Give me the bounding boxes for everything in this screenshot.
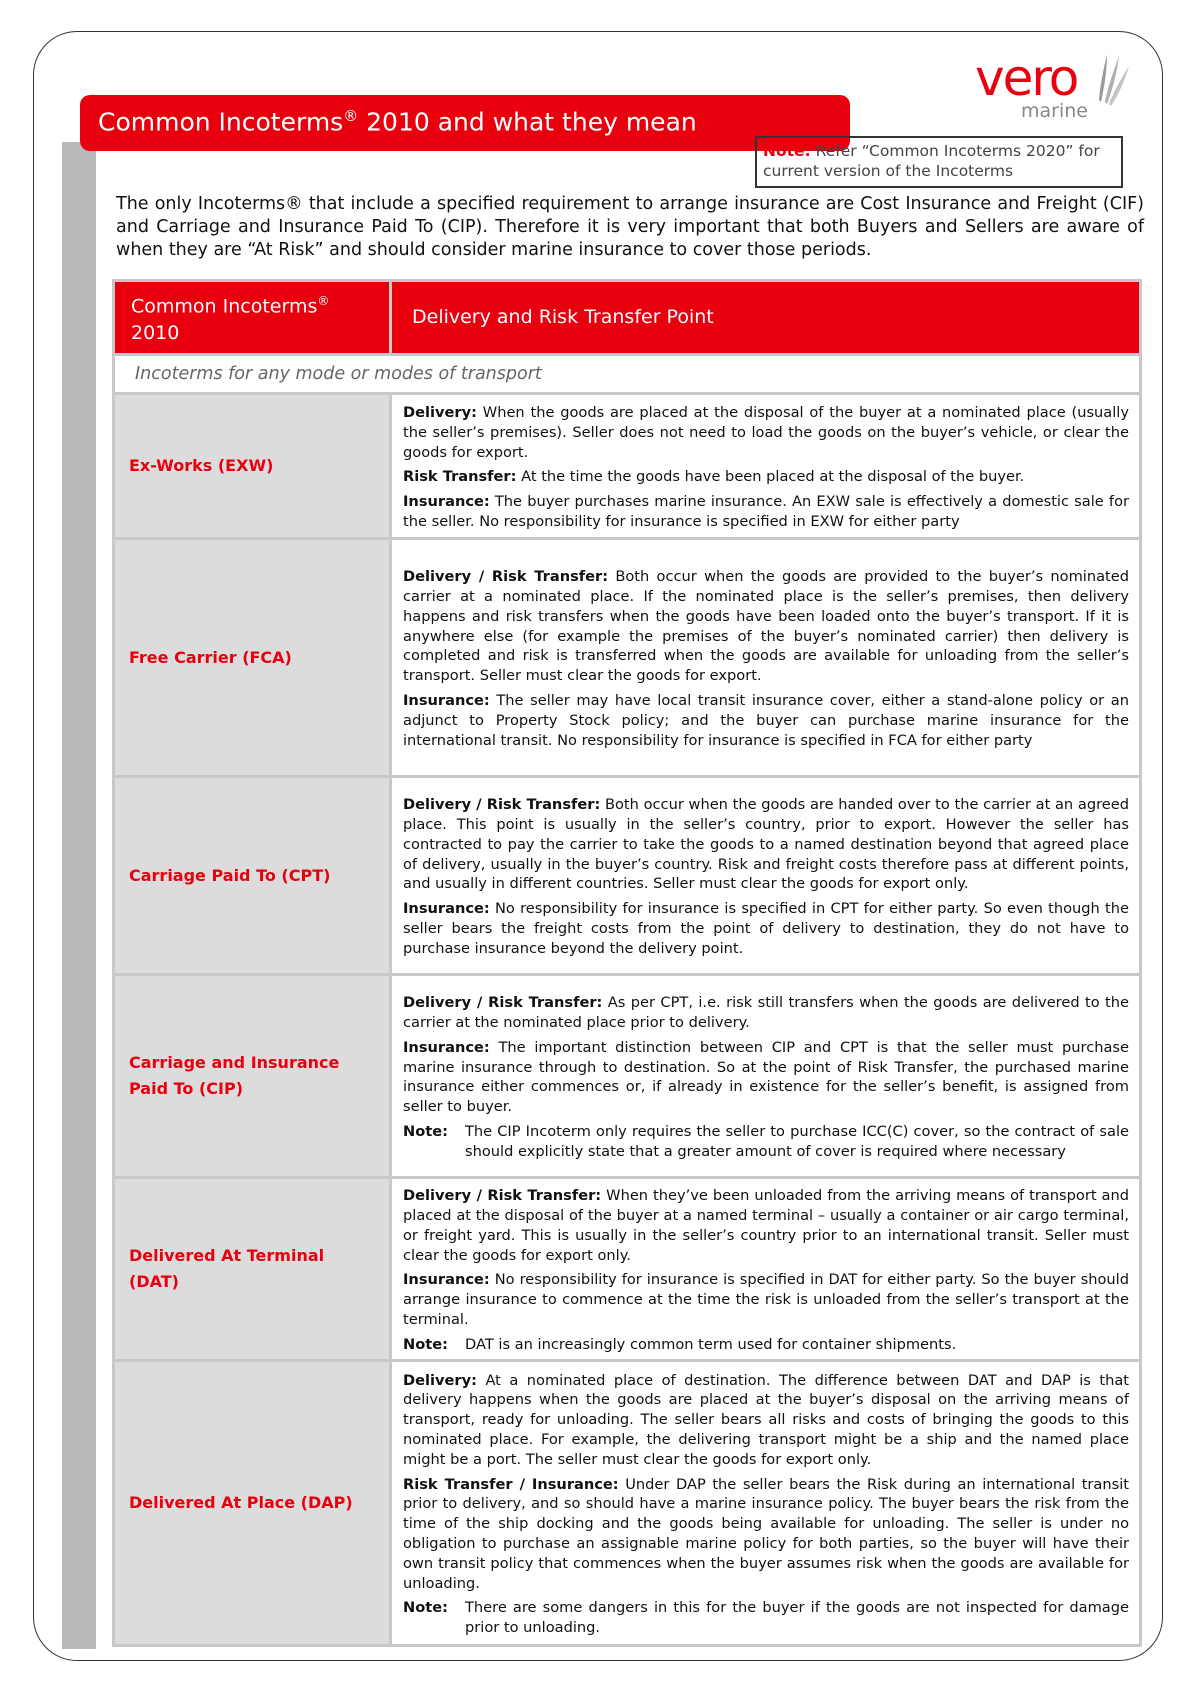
description-label: Delivery / Risk Transfer: [403, 568, 609, 586]
incoterm-name: Carriage Paid To (CPT) [114, 777, 391, 975]
description-label: Delivery / Risk Transfer: [403, 796, 601, 814]
incoterm-description [391, 1178, 1141, 1361]
description-paragraph [403, 1270, 1129, 1329]
header-col-incoterms-text: Common Incoterms [131, 295, 318, 318]
incoterm-name: Carriage and Insurance Paid To (CIP) [114, 975, 391, 1178]
table-row [114, 975, 1141, 1178]
description-text: DAT is an increasingly common term used for container shipments. [465, 1335, 957, 1353]
header-col-year: 2010 [131, 322, 180, 345]
note-text: Refer “Common Incoterms 2020” for current version of the Incoterms [763, 142, 1100, 180]
incoterm-name: Free Carrier (FCA) [114, 539, 391, 777]
incoterm-description [391, 394, 1141, 539]
description-text: No responsibility for insurance is specified in DAT for either party. So the buyer should arrange insurance to commence at the time the risk is unloaded from the seller’s transport at the terminal. [403, 1271, 1129, 1328]
logo-leaf-icon [1093, 48, 1133, 108]
description-label: Insurance: [403, 692, 490, 710]
description-text: The seller may have local transit insurance cover, either a stand-alone policy or an adjunct to Property Stock policy; and the buyer can purchase marine insurance for the international transit. No responsibility for insurance is specified in FCA for either party [403, 692, 1129, 749]
description-label: Note: [403, 1599, 448, 1617]
incoterm-name: Delivered At Place (DAP) [114, 1361, 391, 1646]
description-paragraph [403, 1038, 1129, 1117]
description-paragraph [403, 567, 1129, 686]
section-label: Incoterms for any mode or modes of transport [114, 355, 1141, 394]
description-paragraph [403, 1186, 1129, 1265]
page-title [80, 95, 850, 151]
description-label: Risk Transfer: [403, 468, 517, 486]
table-row [114, 1178, 1141, 1361]
table-header-row [114, 281, 1141, 355]
description-paragraph [403, 1371, 1129, 1470]
header-registered-mark: ® [317, 294, 330, 308]
description-text: The buyer purchases marine insurance. An EXW sale is effectively a domestic sale for the seller. No responsibility for insurance is specified in EXW for either party [403, 493, 1129, 530]
title-registered-mark: ® [343, 107, 359, 125]
table-row [114, 777, 1141, 975]
incoterm-name: Ex-Works (EXW) [114, 394, 391, 539]
description-note [403, 1598, 1129, 1638]
description-label: Note: [403, 1335, 448, 1353]
incoterm-description [391, 777, 1141, 975]
description-text: When they’ve been unloaded from the arriving means of transport and placed at the disposal of the buyer at a named terminal – usually a container or air cargo terminal, or freight yard. This is usually in the seller’s country prior to an international transit. Seller must clear the goods for export only. [403, 1187, 1130, 1264]
table-row [114, 394, 1141, 539]
description-text: Both occur when the goods are handed over to the carrier at an agreed place. This point is usually in the seller’s country, prior to export. However the seller has contracted to pay the carrier to take the goods to a named destination beyond that agreed place of delivery, usually in the buyer’s country. Risk and freight costs therefore pass at different points, and usually in different countries. Seller must clear the goods for export only. [403, 796, 1129, 893]
description-label: Risk Transfer / Insurance: [403, 1475, 619, 1493]
logo-word: vero [975, 49, 1078, 107]
description-label: Delivery / Risk Transfer: [403, 994, 603, 1012]
incoterm-description [391, 539, 1141, 777]
incoterm-name: Delivered At Terminal (DAT) [114, 1178, 391, 1361]
vero-marine-logo [975, 48, 1135, 128]
incoterms-table [112, 279, 1142, 1647]
description-text: At a nominated place of destination. The difference between DAT and DAP is that delivery happens when the goods are placed at the buyer’s disposal on the arriving means of transport, ready for unloading. The seller bears all risks and costs of bringing the goods to this nominated place. For example, the delivering transport might be a ship and the named place might be a port. The seller must clear the goods for export only. [403, 1371, 1129, 1468]
description-label: Insurance: [403, 493, 490, 511]
description-label: Insurance: [403, 900, 490, 918]
description-label: Delivery: [403, 403, 477, 421]
description-note [403, 1122, 1129, 1162]
description-label: Delivery / Risk Transfer: [403, 1187, 602, 1205]
header-col-incoterms [114, 281, 391, 355]
description-label: Insurance: [403, 1271, 490, 1289]
description-text: The important distinction between CIP and CPT is that the seller must purchase marine insurance through to destination. So at the point of Risk Transfer, the purchased marine insurance either commences or, if already in existence for the seller’s benefit, is assigned from seller to buyer. [403, 1038, 1129, 1116]
description-text: Under DAP the seller bears the Risk during an international transit prior to delivery, and so should have a marine insurance policy. The buyer bears the risk from the time of the ship docking and the goods being available for unloading. The seller is under no obligation to purchase an assignable marine policy for both parties, so the buyer will have their own transit policy that commences when the buyer assumes risk when the goods are available for unloading. [403, 1475, 1129, 1592]
description-label: Delivery: [403, 1371, 477, 1389]
description-paragraph [403, 795, 1129, 894]
description-label: Note: [403, 1122, 448, 1140]
incoterm-description [391, 975, 1141, 1178]
title-text-rest: 2010 and what they mean [358, 107, 697, 137]
logo-subtitle: marine [1021, 100, 1088, 122]
note-box [755, 136, 1123, 188]
description-note [403, 1335, 1129, 1355]
description-text: The CIP Incoterm only requires the seller to purchase ICC(C) cover, so the contract of sale should explicitly state that a greater amount of cover is required where necessary [465, 1122, 1129, 1160]
note-label: Note: [763, 142, 811, 160]
description-paragraph [403, 467, 1129, 487]
description-paragraph [403, 403, 1129, 462]
description-text: At the time the goods have been placed at the disposal of the buyer. [516, 468, 1025, 486]
incoterm-description [391, 1361, 1141, 1646]
side-accent-bar [62, 142, 96, 1649]
description-paragraph [403, 1475, 1129, 1594]
section-row [114, 355, 1141, 394]
intro-paragraph: The only Incoterms® that include a specified requirement to arrange insurance are Cost Insurance and Freight (CIF) and Carriage and Insurance Paid To (CIP). Therefore it is very important that both Buyers and Sellers are aware of when they are “At Risk” and should consider marine insurance to cover those periods. [116, 194, 1144, 260]
description-paragraph [403, 899, 1129, 958]
header-col-delivery: Delivery and Risk Transfer Point [391, 281, 1141, 355]
table-row [114, 1361, 1141, 1646]
description-text: Both occur when the goods are provided to the buyer’s nominated carrier at a nominated place. If the nominated place is the seller’s premises, then delivery happens and risk transfers when the goods have been loaded onto the buyer’s transport. If it is anywhere else (for example the premises of the buyer’s nominated carrier) then delivery is completed and risk is transferred when the goods are available for unloading from the seller’s transport. Seller must clear the goods for export. [403, 568, 1130, 685]
description-text: As per CPT, i.e. risk still transfers when the goods are delivered to the carrier at the nominated place prior to delivery. [403, 994, 1130, 1031]
description-paragraph [403, 691, 1129, 750]
table-row [114, 539, 1141, 777]
description-label: Insurance: [403, 1038, 490, 1056]
description-paragraph [403, 993, 1129, 1033]
title-text: Common Incoterms [98, 107, 344, 137]
description-paragraph [403, 492, 1129, 532]
description-text: There are some dangers in this for the buyer if the goods are not inspected for damage prior to unloading. [465, 1599, 1129, 1637]
description-text: No responsibility for insurance is specified in CPT for either party. So even though the seller bears the freight costs from the point of delivery to destination, they do not have to purchase insurance beyond the delivery point. [403, 900, 1129, 957]
description-text: When the goods are placed at the disposal of the buyer at a nominated place (usually the seller’s premises). Seller does not need to load the goods on the buyer’s vehicle, or clear the goods for export. [403, 403, 1129, 461]
